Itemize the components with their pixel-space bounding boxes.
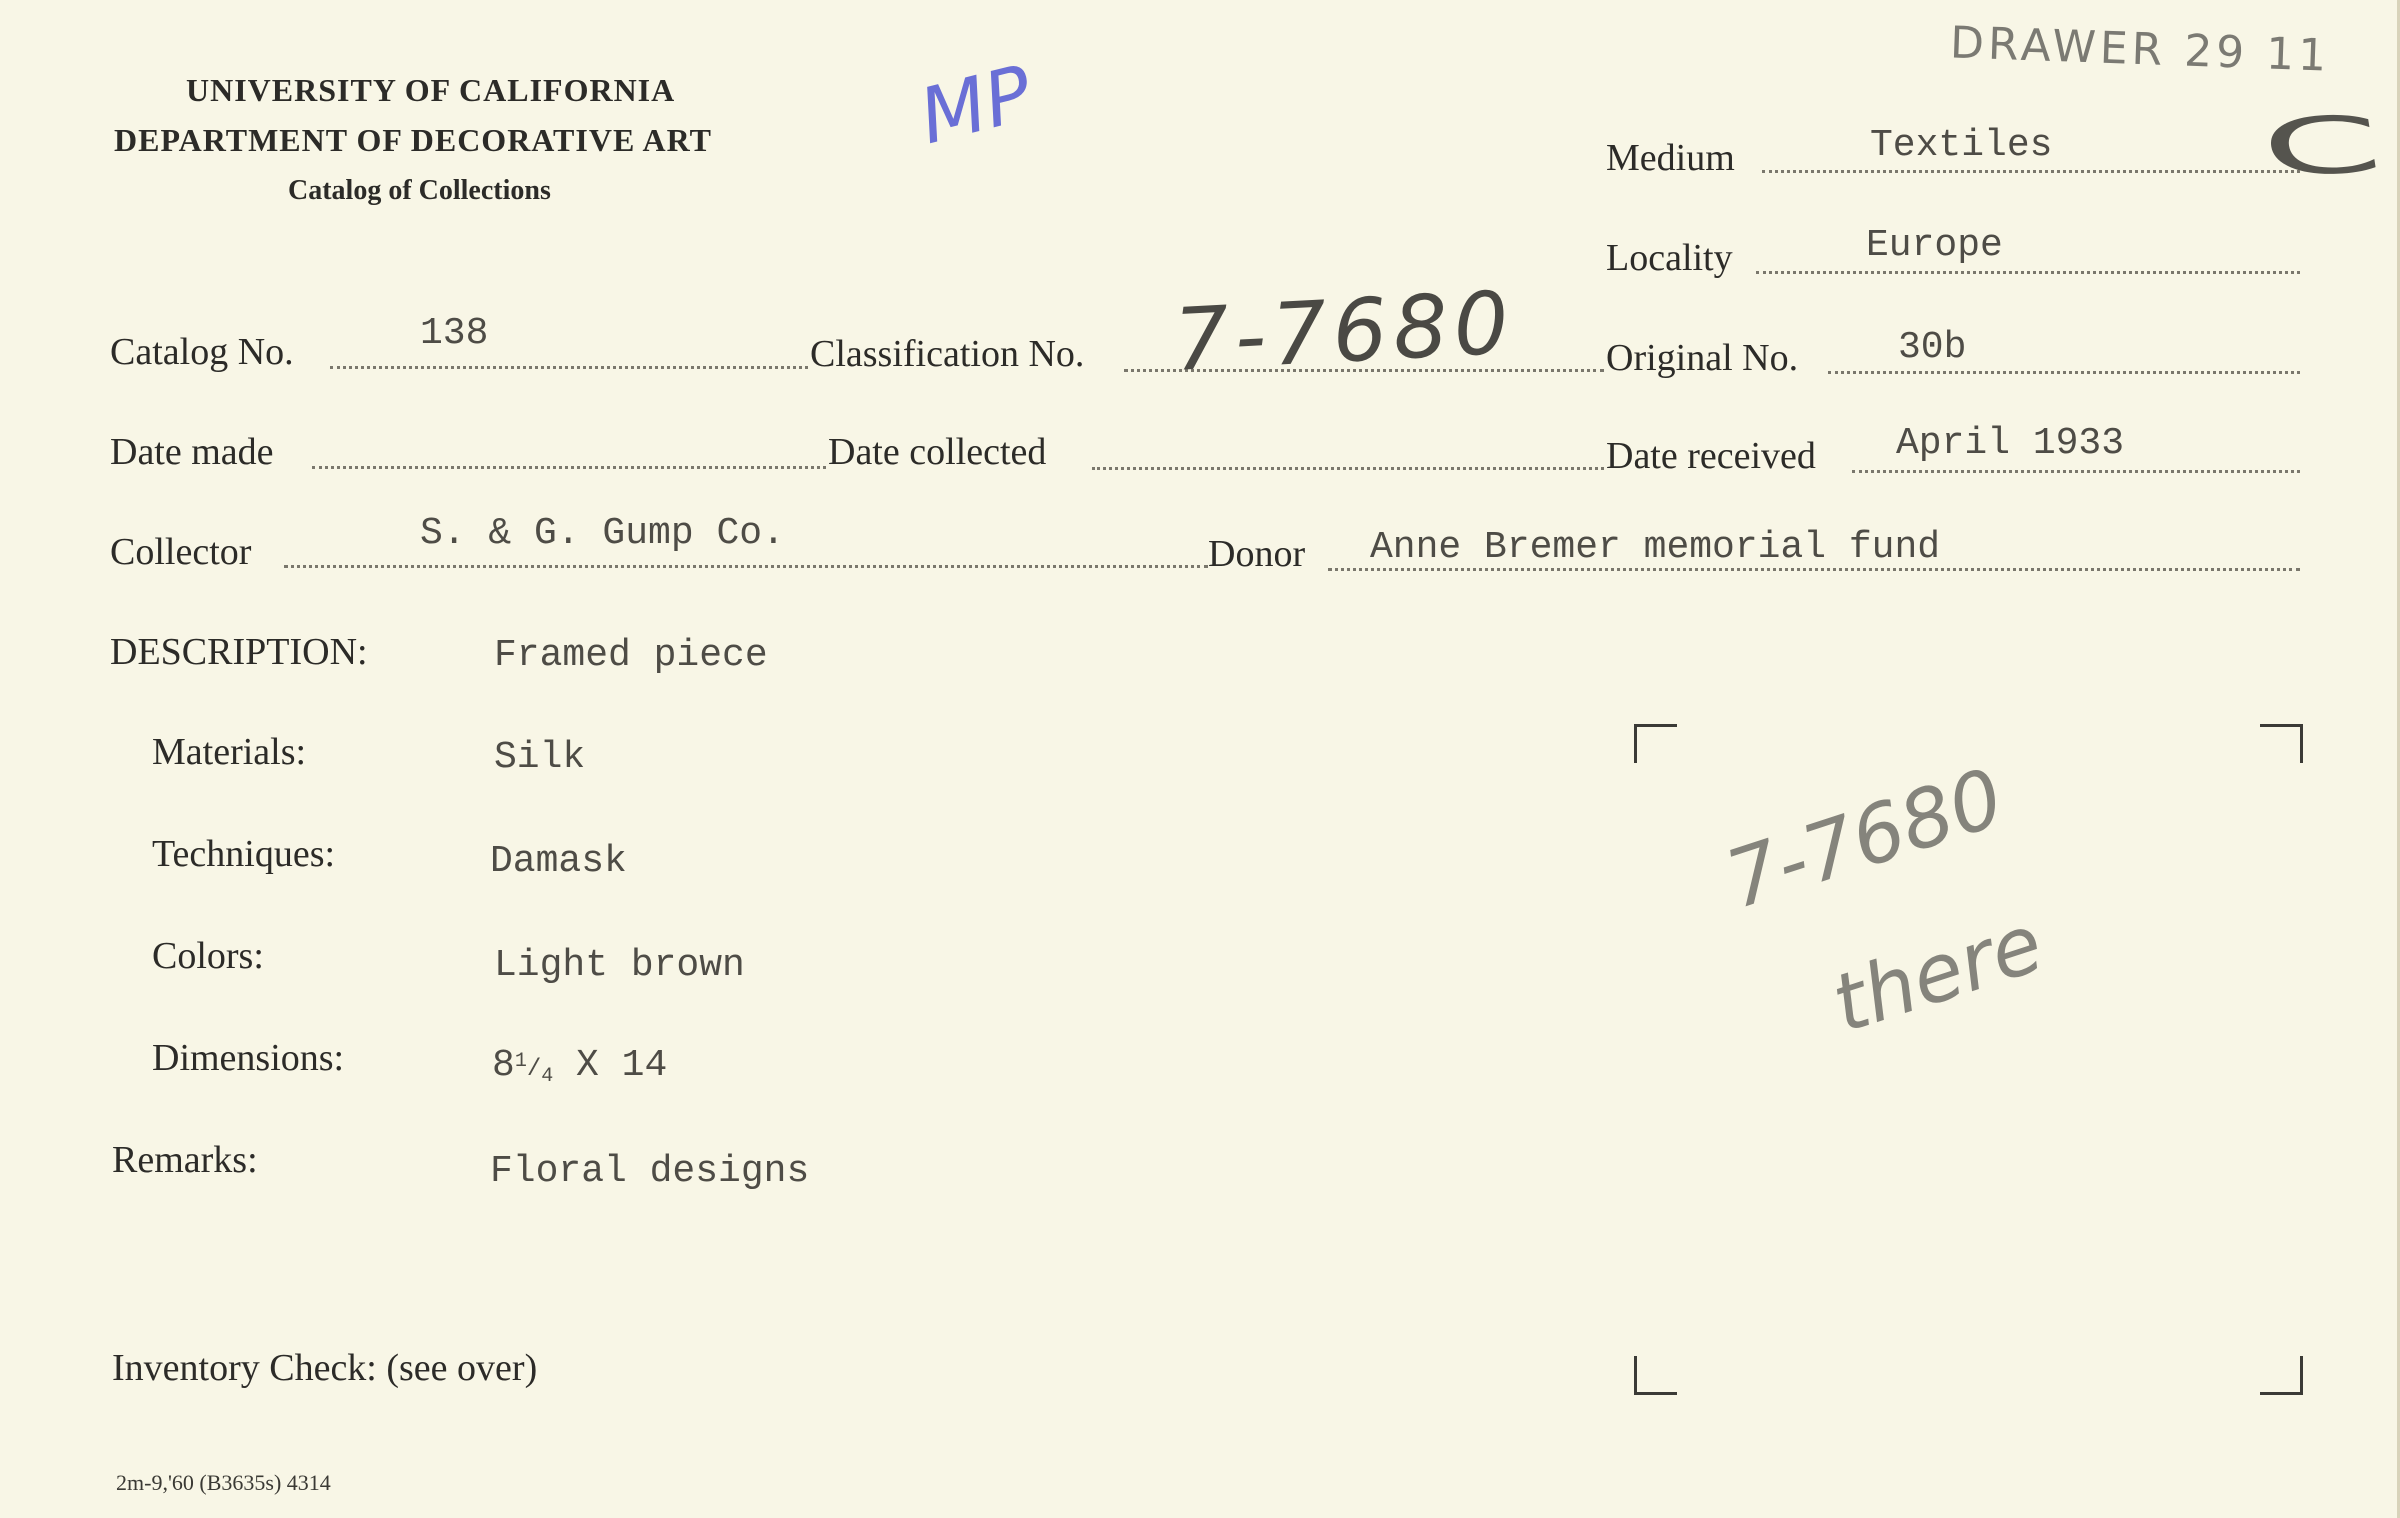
- remarks-value: Floral designs: [490, 1150, 810, 1193]
- corner-mark-top-right: [2260, 724, 2303, 763]
- collector-label: Collector: [110, 531, 252, 573]
- dimensions-value: [492, 1044, 667, 1088]
- c-mark: C: [2255, 100, 2389, 194]
- collector-line: [284, 565, 1208, 568]
- date-made-label: Date made: [110, 431, 274, 473]
- remarks-label: Remarks:: [112, 1139, 258, 1181]
- initials-mark: MP: [910, 47, 1041, 162]
- date-received-label: Date received: [1606, 435, 1816, 477]
- collector-value: S. & G. Gump Co.: [420, 512, 785, 555]
- materials-value: Silk: [494, 736, 586, 779]
- description-label: DESCRIPTION:: [110, 631, 368, 673]
- donor-value: Anne Bremer memorial fund: [1370, 526, 1941, 569]
- date-collected-line: [1092, 467, 1604, 470]
- catalog-no-value: 138: [420, 312, 489, 355]
- medium-line: [1762, 170, 2300, 173]
- inventory-check: Inventory Check: (see over): [112, 1347, 538, 1389]
- classification-no-value: 7-7680: [1171, 273, 1518, 391]
- handwritten-note-number: 7-7680: [1715, 750, 2014, 927]
- colors-value: Light brown: [494, 944, 745, 987]
- original-no-label: Original No.: [1606, 337, 1799, 379]
- date-made-line: [312, 466, 826, 469]
- locality-label: Locality: [1606, 237, 1733, 279]
- techniques-label: Techniques:: [152, 833, 336, 875]
- locality-value: Europe: [1866, 224, 2003, 267]
- dimensions-whole: 8: [492, 1044, 515, 1087]
- classification-no-label: Classification No.: [810, 333, 1085, 375]
- donor-label: Donor: [1208, 533, 1306, 575]
- original-no-line: [1828, 371, 2300, 374]
- corner-mark-top-left: [1634, 724, 1677, 763]
- dimensions-fraction: $^1/_4$: [514, 1050, 554, 1088]
- date-received-value: April 1933: [1896, 422, 2125, 465]
- medium-label: Medium: [1606, 137, 1735, 179]
- colors-label: Colors:: [152, 935, 264, 977]
- dimensions-label: Dimensions:: [152, 1037, 345, 1079]
- department-name: DEPARTMENT OF DECORATIVE ART: [114, 122, 712, 158]
- date-received-line: [1852, 470, 2300, 473]
- form-code: 2m-9,'60 (B3635s) 4314: [116, 1470, 331, 1495]
- institution-name: UNIVERSITY OF CALIFORNIA: [186, 72, 676, 108]
- catalog-no-line: [330, 366, 808, 369]
- catalog-no-label: Catalog No.: [110, 331, 294, 373]
- corner-mark-bottom-left: [1634, 1356, 1677, 1395]
- description-value: Framed piece: [494, 634, 768, 677]
- medium-value: Textiles: [1870, 124, 2053, 167]
- techniques-value: Damask: [490, 840, 627, 883]
- drawer-note: DRAWER 29 11: [1949, 17, 2331, 82]
- original-no-value: 30b: [1898, 326, 1967, 369]
- date-collected-label: Date collected: [828, 431, 1047, 473]
- corner-mark-bottom-right: [2260, 1356, 2303, 1395]
- materials-label: Materials:: [152, 731, 307, 773]
- dimensions-rest: X 14: [553, 1044, 668, 1087]
- locality-line: [1756, 271, 2300, 274]
- catalog-title: Catalog of Collections: [288, 175, 551, 206]
- handwritten-note-word: there: [1821, 896, 2054, 1051]
